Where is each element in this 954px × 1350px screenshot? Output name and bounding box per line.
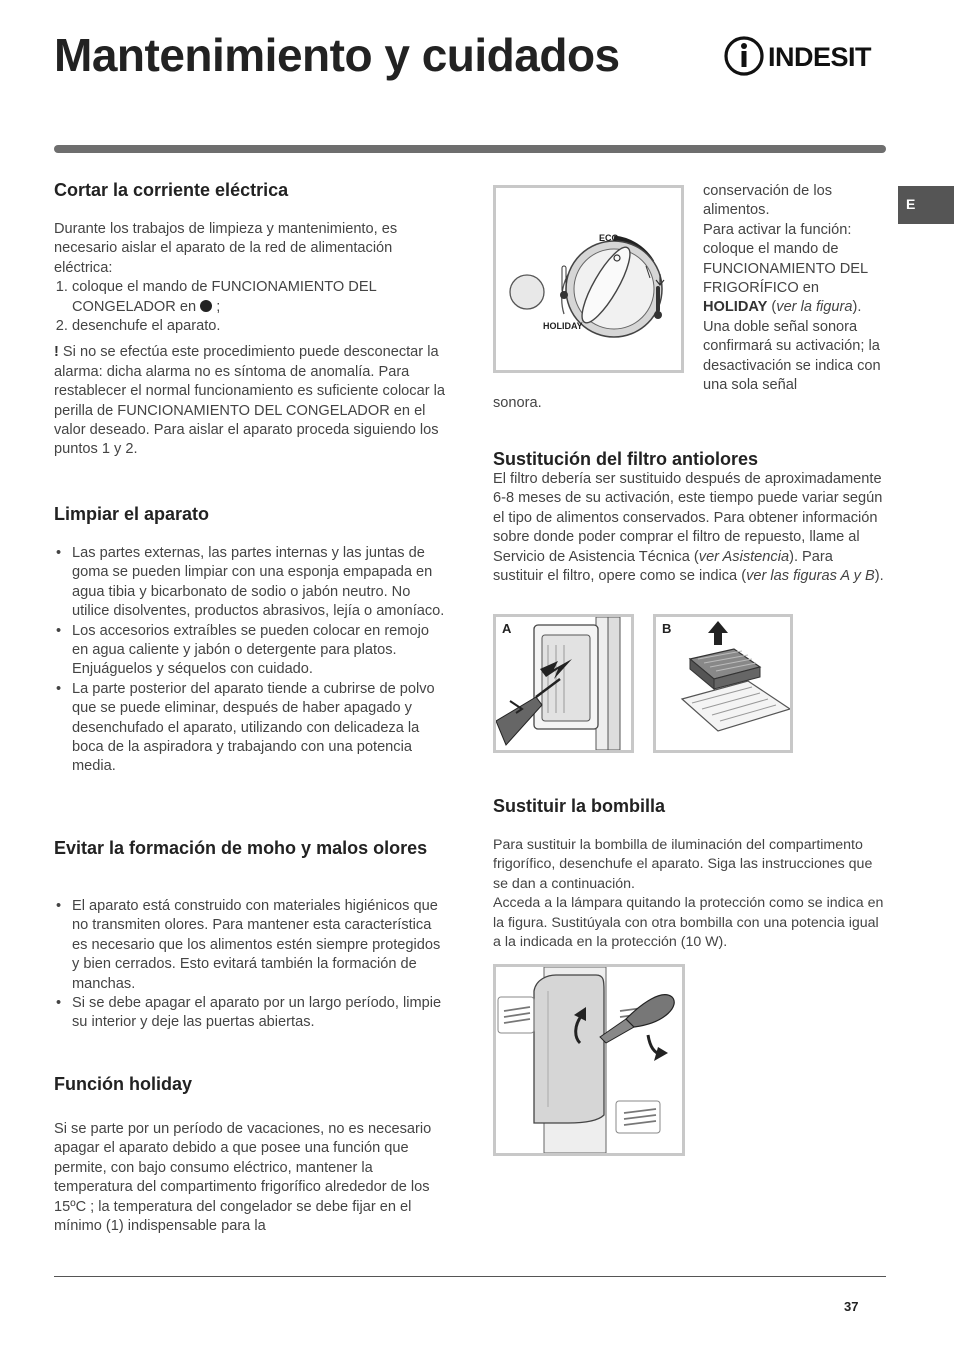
warning-text: Si no se efectúa este procedimiento puede desconectar la alarma: dicha alarma no es síntoma de anomalía. Para restablecer el normal funcionamiento es suficiente colocar la perilla de FUNCIONAMIENTO DEL CONGELADOR en el valor deseado. Para aislar el aparato proceda siguiendo los puntos 1 y 2. [54,344,445,458]
cortar-steps [54,278,446,336]
holiday-cont-4: sonora. [493,395,542,411]
holiday-bold: HOLIDAY [703,299,768,316]
filter-figure-a [493,614,634,753]
knob-figure [493,185,684,373]
holiday-ref: ver la figura [776,299,853,316]
holiday-cont-column [703,182,886,395]
list-item: • Las partes externas, las partes internas y las juntas de goma se pueden limpiar con una esponja empapada en agua tibia y bicarbonato de sodio o jabón neutro. No utilice disolventes, productos abrasivos, lejía o amoníaco. [54,544,446,622]
holiday-text: Si se parte por un período de vacaciones, no es necesario apagar el aparato debido a que posee una función que permite, con bajo consumo eléctrico, mantener la temperatura del compartimento frigorífico alrededor de los 15ºC ; la temperatura del congelador se debe fijar en el mínimo (1) indispensable para la [54,1121,432,1235]
language-tab: E [898,186,954,224]
list-item: • La parte posterior del aparato tiende a cubrirse de polvo que se puede eliminar, después de haber apagado y desenchufado el aparato, utilizando con delicadeza la boca de la aspiradora y trabajando con una potencia media. [54,680,446,777]
filter-insert-icon [656,617,790,750]
holiday-cont-2: Para activar la función: coloque el mando de FUNCIONAMIENTO DEL FRIGORÍFICO en HOLIDAY (ver la figura). [703,221,868,316]
figure-a-label: A [502,621,512,636]
section-heading-filtro: Sustitución del filtro antiolores [493,449,759,469]
list-item: • Los accesorios extraíbles se pueden colocar en remojo en agua caliente y jabón o detergente para platos. Enjuáguelos y séquelos con cuidado. [54,622,446,680]
footer-divider [54,1276,886,1277]
filter-removal-icon [496,617,631,750]
header-divider [54,145,886,153]
holiday-cont-1: conservación de los alimentos. [703,183,832,219]
page-number: 37 [844,1299,859,1314]
section-heading-cortar: Cortar la corriente eléctrica [54,180,289,200]
brand-wordmark: INDESIT [768,42,872,72]
step-1-text: coloque el mando de FUNCIONAMIENTO DEL CONGELADOR en [72,279,377,315]
lamp-cover-removal-icon [496,967,682,1153]
page-title: Mantenimiento y cuidados [54,29,620,81]
section-heading-limpiar: Limpiar el aparato [54,504,210,524]
list-item: • El aparato está construido con materiales higiénicos que no transmiten olores. Para mantener esta característica es necesario que los alimentos estén siempre protegidos y bien cerrados. Esto evitará también la formación de manchas. [54,897,446,994]
section-heading-holiday: Función holiday [54,1074,192,1094]
indesit-logo [724,34,888,78]
bombilla-text [493,836,886,952]
holiday-cont-2-text: Para activar la función: coloque el mando de FUNCIONAMIENTO DEL FRIGORÍFICO en [703,221,868,297]
holiday-label: HOLIDAY [543,321,583,331]
list-item: • Si se debe apagar el aparato por un largo período, limpie su interior y deje las puertas abiertas. [54,994,446,1033]
filter-figure-b [653,614,793,753]
bombilla-p1: Para sustituir la bombilla de iluminación del compartimento frigorífico, desenchufe el aparato. Siga las instrucciones que se dan a continuación. [493,837,873,892]
bombilla-p2: Acceda a la lámpara quitando la protección como se indica en la figura. Sustitúyala con otra bombilla con una potencia igual a la indicada en la protección (10 W). [493,895,884,951]
section-heading-bombilla: Sustituir la bombilla [493,796,666,816]
limpiar-list [54,544,446,777]
holiday-cont-3: Una doble señal sonora confirmará su activación; la desactivación se indica con una sola señal [703,318,881,394]
figure-b-label: B [662,621,672,636]
filtro-text-b: ). Para sustituir el filtro, opere como se indica ( [493,548,833,585]
eco-label: ECO [599,233,619,243]
moho-list [54,897,446,1033]
section-heading-moho: Evitar la formación de moho y malos olores [54,838,428,858]
filled-circle-icon [200,300,212,312]
filtro-text-a: El filtro debería ser sustituido después de aproximadamente 6-8 meses de su activación, este tiempo puede variar según el tipo de alimentos conservados. Para obtener información sobre donde poder comprar el filtro de repuesto, llame al Servicio de Asistencia Técnica ( [493,471,883,565]
warning-mark: ! [54,344,59,361]
thermostat-knob-icon [496,188,681,370]
cortar-intro: Durante los trabajos de limpieza y mantenimiento, es necesario aislar el aparato de la red de alimentación eléctrica: [54,221,398,276]
cortar-step-1 [72,278,446,317]
filtro-text [493,470,886,586]
lamp-figure [493,964,685,1156]
cortar-step-2: 2. desenchufe el aparato. [72,317,446,336]
filtro-text-c: ). [874,568,884,585]
cortar-warning [54,343,446,459]
filtro-ref-a: ver Asistencia [698,548,790,565]
filtro-ref-b: ver las figuras A y B [746,568,875,585]
step-1-end: ; [216,298,221,315]
cortar-section [54,220,446,460]
